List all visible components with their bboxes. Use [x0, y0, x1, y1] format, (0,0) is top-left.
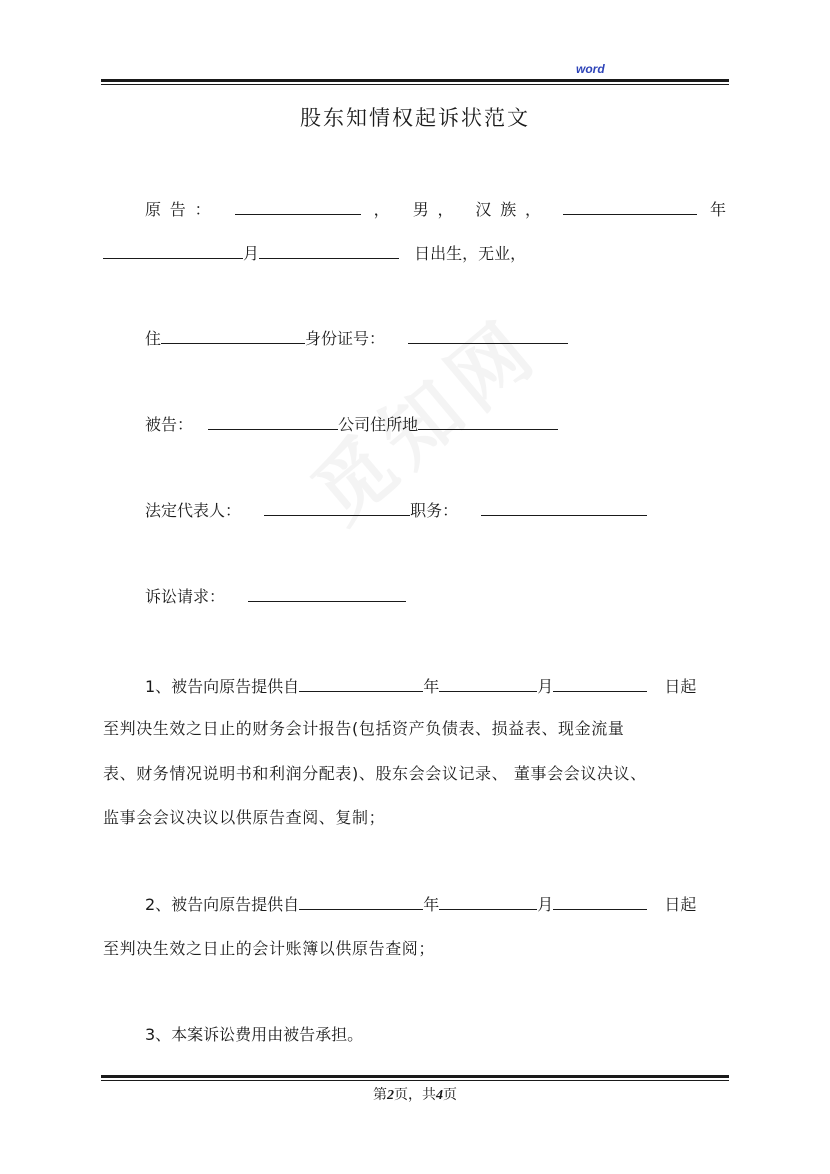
representative-blank — [264, 500, 410, 516]
claim1-year-label: 年 — [423, 677, 440, 696]
address-line — [145, 328, 568, 350]
plaintiff-gender: 男， — [412, 200, 463, 219]
id-number-label: 身份证号： — [305, 329, 386, 348]
address-label: 住 — [145, 329, 162, 348]
claim2-day-blank — [553, 894, 647, 910]
header-rule-thin — [101, 84, 729, 85]
claim2-year-blank — [299, 894, 423, 910]
position-blank — [481, 500, 647, 516]
claim1-month-blank — [439, 676, 537, 692]
claim2-line1 — [145, 894, 696, 916]
address-blank — [161, 328, 305, 344]
claim1-day-label: 日起 — [664, 677, 697, 696]
current-page: 2 — [387, 1088, 394, 1103]
claim2-month-blank — [439, 894, 537, 910]
page-number: 第2页，共4页 — [373, 1088, 457, 1103]
claims-label: 诉讼请求： — [145, 587, 226, 606]
plaintiff-birth-line — [103, 243, 526, 265]
plaintiff-name-blank — [235, 199, 361, 215]
claims-line — [145, 586, 406, 608]
defendant-label: 被告： — [145, 415, 194, 434]
header-rule-thick — [101, 79, 729, 82]
claim2-line2: 至判决生效之日止的会计账簿以供原告查阅； — [103, 939, 436, 958]
plaintiff-year-label: 年 — [710, 200, 727, 219]
claim1-day-blank — [553, 676, 647, 692]
plaintiff-day-blank — [259, 243, 399, 259]
plaintiff-month-blank — [103, 243, 243, 259]
footer-rule-thin — [101, 1080, 729, 1081]
document-title: 股东知情权起诉状范文 — [300, 106, 530, 130]
claim2-day-label: 日起 — [664, 895, 697, 914]
defendant-line — [145, 414, 558, 436]
claim1-line3: 表、财务情况说明书和利润分配表)、股东会会议记录、 董事会会议决议、 — [103, 764, 647, 783]
claim2-month-label: 月 — [537, 895, 554, 914]
claim2-start: 2、被告向原告提供自 — [145, 895, 300, 914]
plaintiff-month-label: 月 — [243, 244, 260, 263]
defendant-name-blank — [208, 414, 338, 430]
claim1-line4: 监事会会议决议以供原告查阅、复制； — [103, 808, 386, 827]
company-address-blank — [418, 414, 558, 430]
claim1-start: 1、被告向原告提供自 — [145, 677, 300, 696]
claim1-line2: 至判决生效之日止的财务会计报告(包括资产负债表、损益表、现金流量 — [103, 719, 625, 738]
plaintiff-ethnicity: 汉族， — [475, 200, 550, 219]
claim1-line1 — [145, 676, 696, 698]
claim1-year-blank — [299, 676, 423, 692]
id-number-blank — [408, 328, 568, 344]
representative-line — [145, 500, 647, 522]
footer-rule-thick — [101, 1075, 729, 1078]
header-word-label: word — [576, 62, 605, 76]
total-pages: 4 — [436, 1088, 443, 1103]
claim2-year-label: 年 — [423, 895, 440, 914]
representative-label: 法定代表人： — [145, 501, 242, 520]
plaintiff-label: 原告： — [145, 200, 220, 219]
claims-blank — [248, 586, 406, 602]
plaintiff-line: 原告： ， 男， 汉族， 年 — [145, 200, 727, 219]
claim3-line: 3、本案诉讼费用由被告承担。 — [145, 1025, 364, 1044]
plaintiff-birth-text: 日出生，无业， — [414, 244, 527, 263]
company-address-label: 公司住所地 — [338, 415, 419, 434]
plaintiff-year-blank — [563, 199, 697, 215]
position-label: 职务： — [410, 501, 459, 520]
claim1-month-label: 月 — [537, 677, 554, 696]
